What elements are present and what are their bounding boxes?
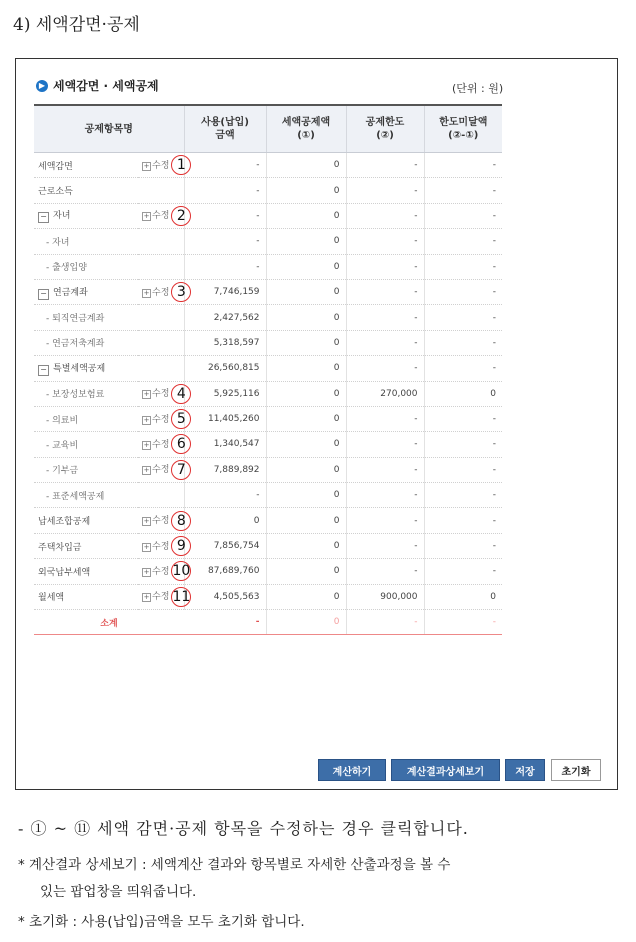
row-excess: 0: [424, 381, 502, 406]
row-name: 외국납부세액: [34, 559, 138, 584]
row-name: 근로소득: [34, 178, 138, 203]
row-edit-cell: [138, 178, 184, 203]
row-amount: -: [184, 254, 266, 279]
row-amount: 2,427,562: [184, 305, 266, 330]
callout-number: 3: [171, 282, 191, 302]
column-header-excess: 한도미달액 (②-①): [424, 105, 502, 153]
row-edit-cell: [138, 279, 184, 304]
row-amount: 1,340,547: [184, 432, 266, 457]
row-edit-cell: [138, 153, 184, 178]
row-credit: 0: [266, 254, 346, 279]
row-limit: -: [346, 508, 424, 533]
plus-icon: +: [143, 567, 150, 576]
row-limit: -: [346, 305, 424, 330]
plus-icon: +: [143, 517, 150, 526]
edit-button[interactable]: + 수정: [143, 592, 170, 603]
callout-number: 11: [172, 588, 191, 605]
subtotal-limit: -: [346, 610, 424, 635]
note-reset: * 초기화 : 사용(납입)금액을 모두 초기화 합니다.: [18, 914, 305, 930]
row-amount: 7,856,754: [184, 533, 266, 558]
row-limit: -: [346, 203, 424, 228]
table-row: [34, 406, 502, 431]
row-excess: -: [424, 559, 502, 584]
edit-button[interactable]: + 수정: [143, 389, 170, 400]
row-name: − 연금계좌: [34, 279, 138, 304]
calculate-button[interactable]: 계산하기: [318, 759, 386, 781]
subtotal-label: 소계: [34, 610, 184, 635]
edit-button[interactable]: + 수정: [143, 287, 170, 298]
table-header-row: [34, 105, 502, 153]
table-row: [34, 356, 502, 381]
plus-icon: +: [143, 440, 150, 449]
row-limit: -: [346, 533, 424, 558]
row-edit-cell: [138, 508, 184, 533]
note-main: - ① ~ ⑪ 세액 감면·공제 항목을 수정하는 경우 클릭합니다.: [18, 819, 469, 838]
row-excess: -: [424, 356, 502, 381]
row-excess: -: [424, 483, 502, 508]
row-name: − 특별세액공제: [34, 356, 138, 381]
row-excess: -: [424, 406, 502, 431]
row-edit-cell: [138, 483, 184, 508]
row-edit-cell: [138, 457, 184, 482]
reset-button[interactable]: 초기화: [551, 759, 601, 781]
callout-number: 1: [171, 155, 191, 175]
table-row: [34, 381, 502, 406]
row-name: 세액감면: [34, 153, 138, 178]
row-amount: 5,318,597: [184, 330, 266, 355]
row-excess: -: [424, 153, 502, 178]
subtotal-credit: 0: [266, 610, 346, 635]
row-excess: -: [424, 457, 502, 482]
row-credit: 0: [266, 153, 346, 178]
table-row: [34, 457, 502, 482]
edit-button[interactable]: + 수정: [143, 541, 170, 552]
row-limit: -: [346, 457, 424, 482]
row-credit: 0: [266, 432, 346, 457]
column-header-amount: 사용(납입) 금액: [184, 105, 266, 153]
row-credit: 0: [266, 330, 346, 355]
table-row: [34, 305, 502, 330]
row-amount: 5,925,116: [184, 381, 266, 406]
row-edit-cell: [138, 330, 184, 355]
edit-button[interactable]: + 수정: [143, 414, 170, 425]
row-credit: 0: [266, 457, 346, 482]
table-row: [34, 203, 502, 228]
table-row: [34, 432, 502, 457]
note-detail-line2: 있는 팝업창을 띄워줍니다.: [40, 884, 197, 900]
row-edit-cell: [138, 381, 184, 406]
row-excess: -: [424, 305, 502, 330]
plus-icon: +: [143, 288, 150, 297]
row-excess: -: [424, 330, 502, 355]
collapse-toggle-icon[interactable]: −: [38, 212, 49, 223]
edit-button[interactable]: + 수정: [143, 465, 170, 476]
row-name: 주택차입금: [34, 533, 138, 558]
callout-number: 7: [171, 460, 191, 480]
row-edit-cell: [138, 356, 184, 381]
row-credit: 0: [266, 356, 346, 381]
row-name: − 자녀: [34, 203, 138, 228]
collapse-toggle-icon[interactable]: −: [38, 365, 49, 376]
row-limit: -: [346, 330, 424, 355]
row-name: - 교육비: [34, 432, 138, 457]
row-limit: -: [346, 559, 424, 584]
row-credit: 0: [266, 178, 346, 203]
edit-button[interactable]: + 수정: [143, 211, 170, 222]
row-amount: 87,689,760: [184, 559, 266, 584]
subtotal-row: [34, 610, 502, 635]
row-limit: -: [346, 483, 424, 508]
callout-number: 2: [171, 206, 191, 226]
row-amount: -: [184, 203, 266, 228]
row-credit: 0: [266, 203, 346, 228]
unit-label: (단위 : 원): [452, 82, 504, 95]
row-edit-cell: [138, 406, 184, 431]
edit-button[interactable]: + 수정: [143, 160, 170, 171]
row-amount: -: [184, 153, 266, 178]
edit-button[interactable]: + 수정: [143, 516, 170, 527]
row-limit: -: [346, 432, 424, 457]
row-name: - 자녀: [34, 229, 138, 254]
edit-button[interactable]: + 수정: [143, 566, 170, 577]
row-credit: 0: [266, 559, 346, 584]
table-row: [34, 483, 502, 508]
detail-result-button[interactable]: 계산결과상세보기: [391, 759, 500, 781]
callout-number: 5: [171, 409, 191, 429]
row-amount: 26,560,815: [184, 356, 266, 381]
table-row: [34, 229, 502, 254]
row-name: - 출생입양: [34, 254, 138, 279]
plus-icon: +: [143, 542, 150, 551]
row-edit-cell: [138, 305, 184, 330]
plus-icon: +: [143, 212, 150, 221]
row-amount: 7,746,159: [184, 279, 266, 304]
row-edit-cell: [138, 584, 191, 609]
row-excess: -: [424, 279, 502, 304]
plus-icon: +: [143, 593, 150, 602]
deduction-table: [34, 104, 502, 635]
row-credit: 0: [266, 584, 346, 609]
row-credit: 0: [266, 229, 346, 254]
row-excess: 0: [424, 584, 502, 609]
plus-icon: +: [143, 390, 150, 399]
table-row: [34, 559, 502, 584]
subtotal-excess: -: [424, 610, 502, 635]
row-amount: 11,405,260: [184, 406, 266, 431]
row-excess: -: [424, 178, 502, 203]
table-row: [34, 254, 502, 279]
table-row: [34, 508, 502, 533]
row-edit-cell: [138, 432, 184, 457]
row-credit: 0: [266, 406, 346, 431]
callout-number: 9: [171, 536, 191, 556]
row-edit-cell: [138, 229, 184, 254]
row-excess: -: [424, 432, 502, 457]
column-header-limit: 공제한도 (②): [346, 105, 424, 153]
column-header-credit: 세액공제액 (①): [266, 105, 346, 153]
row-excess: -: [424, 229, 502, 254]
row-amount: 7,889,892: [184, 457, 266, 482]
row-edit-cell: [138, 533, 184, 558]
row-limit: 270,000: [346, 381, 424, 406]
row-edit-cell: [138, 559, 191, 584]
callout-number: 8: [171, 511, 191, 531]
panel-title-text: 세액감면 · 세액공제: [53, 79, 159, 93]
row-credit: 0: [266, 483, 346, 508]
plus-icon: +: [143, 466, 150, 475]
row-limit: -: [346, 178, 424, 203]
row-name: 월세액: [34, 584, 138, 609]
row-credit: 0: [266, 279, 346, 304]
table-row: [34, 153, 502, 178]
row-limit: -: [346, 153, 424, 178]
row-amount: -: [184, 483, 266, 508]
row-excess: -: [424, 508, 502, 533]
row-limit: -: [346, 279, 424, 304]
row-limit: -: [346, 406, 424, 431]
row-limit: 900,000: [346, 584, 424, 609]
callout-number: 10: [172, 563, 191, 580]
row-credit: 0: [266, 381, 346, 406]
row-limit: -: [346, 254, 424, 279]
row-name: - 표준세액공제: [34, 483, 138, 508]
row-excess: -: [424, 203, 502, 228]
row-credit: 0: [266, 305, 346, 330]
row-credit: 0: [266, 508, 346, 533]
table-row: [34, 279, 502, 304]
table-row: [34, 178, 502, 203]
plus-icon: +: [143, 161, 150, 170]
plus-icon: +: [143, 415, 150, 424]
table-row: [34, 533, 502, 558]
row-amount: -: [184, 229, 266, 254]
row-name: - 연금저축계좌: [34, 330, 138, 355]
row-edit-cell: [138, 203, 184, 228]
row-name: - 보장성보험료: [34, 381, 138, 406]
row-name: - 기부금: [34, 457, 138, 482]
column-header-item: 공제항목명: [34, 105, 184, 153]
row-name: - 의료비: [34, 406, 138, 431]
table-row: [34, 584, 502, 609]
callout-number: 4: [171, 384, 191, 404]
row-excess: -: [424, 254, 502, 279]
row-edit-cell: [138, 254, 184, 279]
row-limit: -: [346, 229, 424, 254]
section-heading: 4) 세액감면·공제: [13, 15, 140, 35]
row-excess: -: [424, 533, 502, 558]
row-amount: 0: [184, 508, 266, 533]
edit-button[interactable]: + 수정: [143, 439, 170, 450]
row-limit: -: [346, 356, 424, 381]
collapse-toggle-icon[interactable]: −: [38, 289, 49, 300]
row-name: 납세조합공제: [34, 508, 138, 533]
panel-title: [36, 77, 159, 94]
callout-number: 6: [171, 434, 191, 454]
note-detail-line1: * 계산결과 상세보기 : 세액계산 결과와 항목별로 자세한 산출과정을 볼 수: [18, 857, 451, 873]
row-name: - 퇴직연금계좌: [34, 305, 138, 330]
row-credit: 0: [266, 533, 346, 558]
bullet-icon: ▶: [36, 80, 48, 92]
row-amount: -: [184, 178, 266, 203]
save-button[interactable]: 저장: [505, 759, 545, 781]
table-row: [34, 330, 502, 355]
subtotal-amount: -: [184, 610, 266, 635]
row-amount: 4,505,563: [184, 584, 266, 609]
